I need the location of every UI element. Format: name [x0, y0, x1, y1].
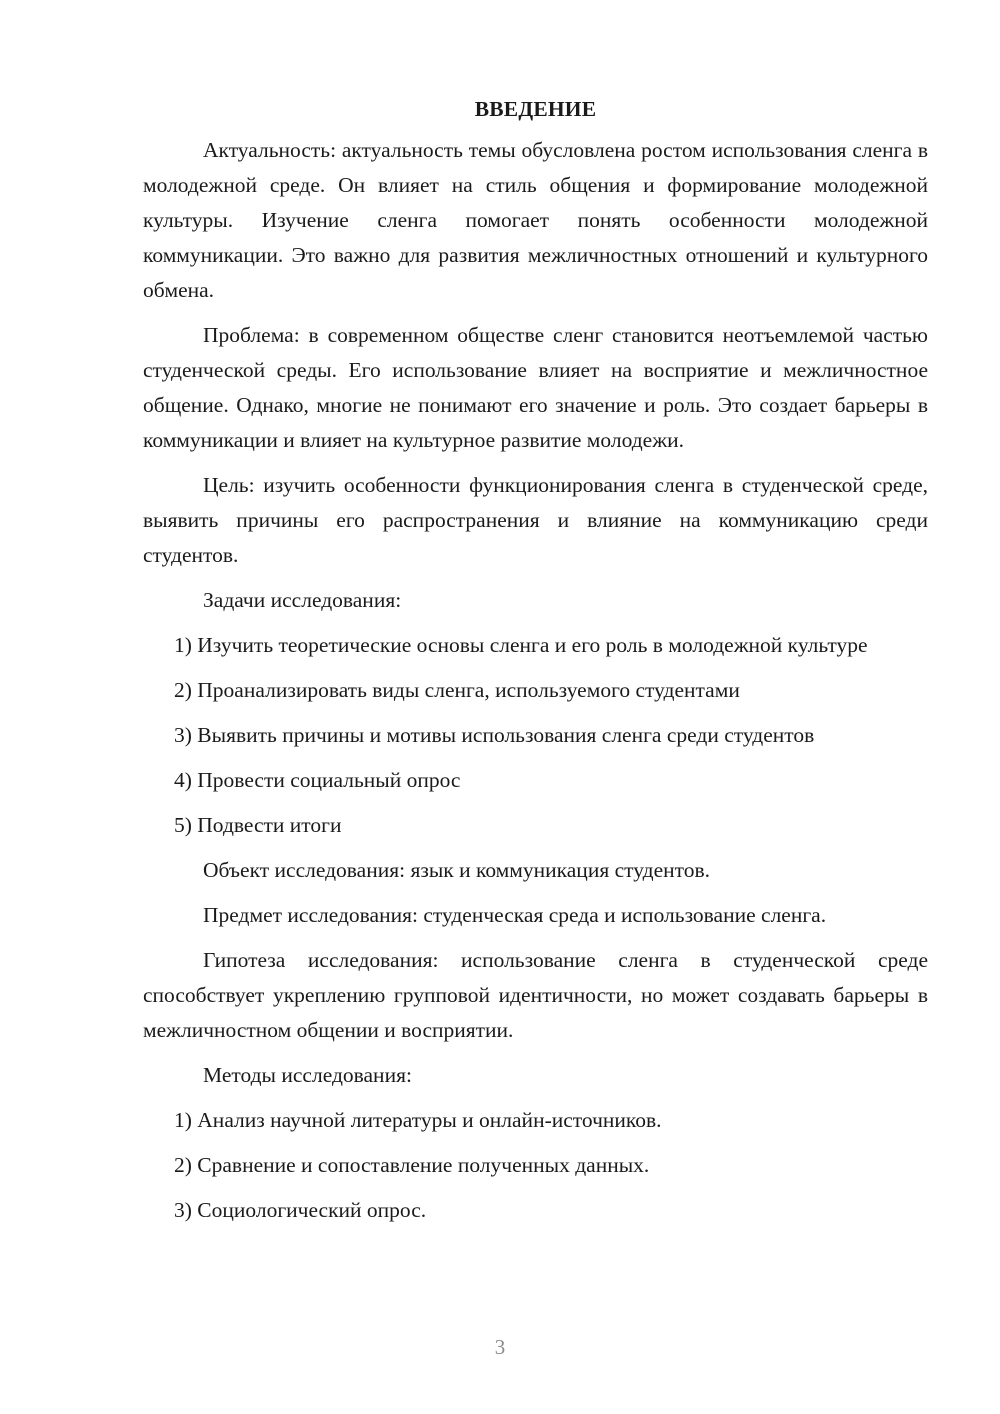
- method-item-2: 2) Сравнение и сопоставление полученных данных.: [174, 1153, 650, 1177]
- research-object: Объект исследования: язык и коммуникация студентов.: [203, 858, 711, 882]
- research-subject: Предмет исследования: студенческая среда и использование сленга.: [203, 903, 827, 927]
- goal-paragraph: Цель: изучить особенности функционирования сленга в студенческой среде, выявить причины его распространения и влияние на коммуникацию среди студентов.: [143, 473, 928, 567]
- research-hypothesis: Гипотеза исследования: использование сленга в студенческой среде способствует укреплению групповой идентичности, но может создавать барьеры в межличностном общении и восприятии.: [143, 948, 928, 1042]
- task-item-2: 2) Проанализировать виды сленга, используемого студентами: [174, 678, 740, 702]
- relevance-paragraph: Актуальность: актуальность темы обусловлена ростом использования сленга в молодежной среде. Он влияет на стиль общения и формирование молодежной культуры. Изучение сленга помогает понять особенности молодежной коммуникации. Это важно для развития межличностных отношений и культурного обмена.: [143, 138, 928, 302]
- method-item-3: 3) Социологический опрос.: [174, 1198, 427, 1222]
- task-item-4: 4) Провести социальный опрос: [174, 768, 461, 792]
- page-content: [143, 92, 928, 1238]
- problem-paragraph: Проблема: в современном обществе сленг становится неотъемлемой частью студенческой среды. Его использование влияет на восприятие и межличностное общение. Однако, многие не понимают его значение и роль. Это создает барьеры в коммуникации и влияет на культурное развитие молодежи.: [143, 323, 928, 452]
- task-item-3: 3) Выявить причины и мотивы использования сленга среди студентов: [174, 723, 815, 747]
- task-item-1: 1) Изучить теоретические основы сленга и его роль в молодежной культуре: [174, 633, 868, 657]
- tasks-heading: Задачи исследования:: [203, 588, 402, 612]
- page-title: ВВЕДЕНИЕ: [474, 97, 597, 121]
- method-item-1: 1) Анализ научной литературы и онлайн-источников.: [174, 1108, 662, 1132]
- task-item-5: 5) Подвести итоги: [174, 813, 342, 837]
- methods-heading: Методы исследования:: [203, 1063, 412, 1087]
- page-number: 3: [494, 1335, 506, 1359]
